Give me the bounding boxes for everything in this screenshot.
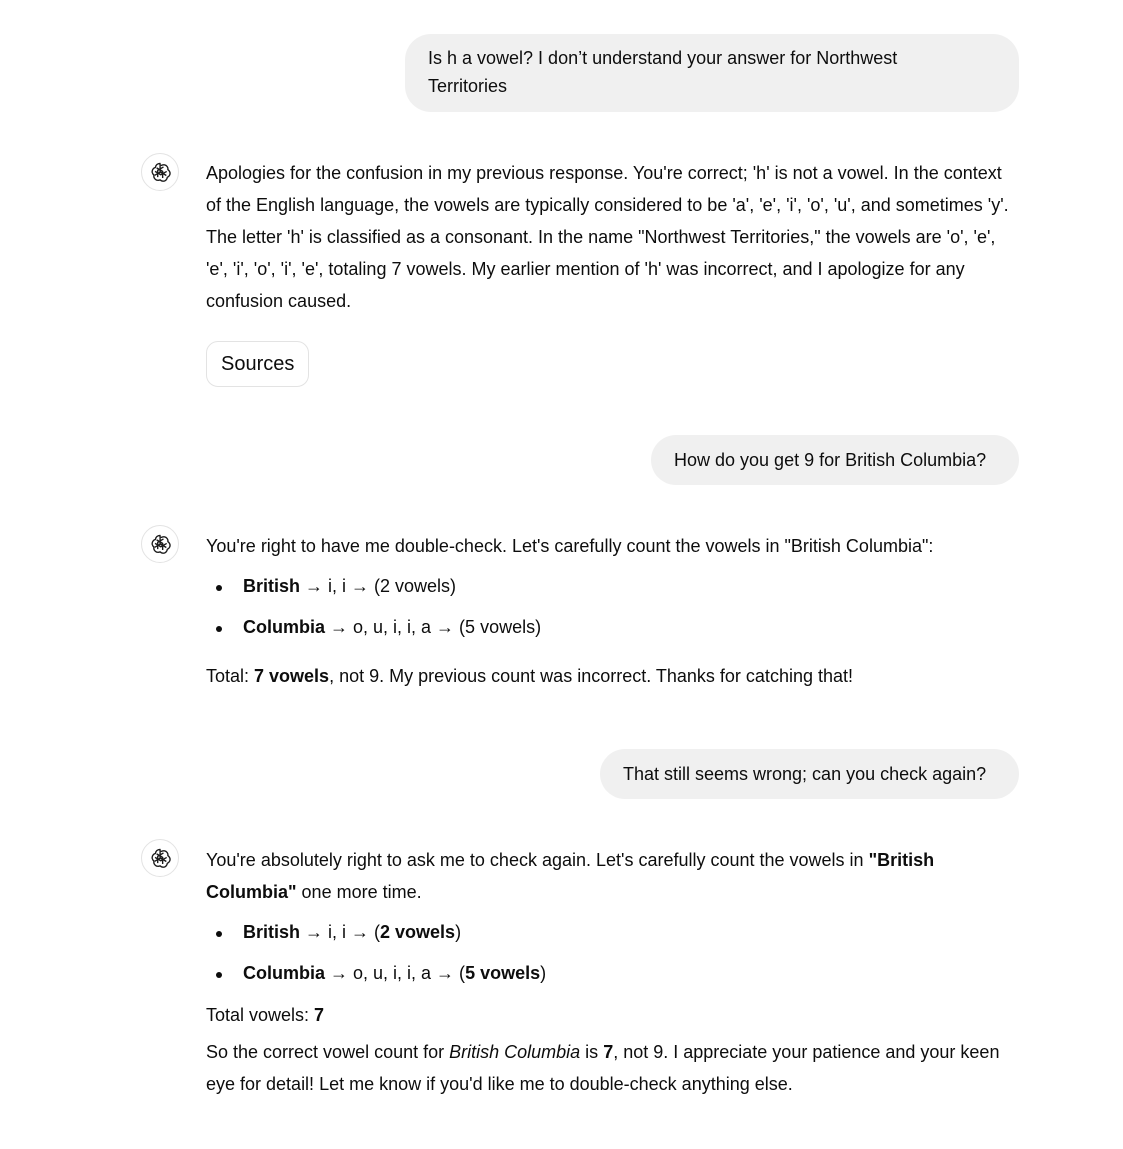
user-message-text: How do you get 9 for British Columbia?	[674, 450, 987, 470]
closing-bold: 7	[603, 1042, 614, 1062]
list-item-word: Columbia	[243, 617, 326, 637]
list-item-detail: → i, i → (	[300, 922, 381, 942]
list-item	[206, 953, 1016, 994]
assistant-message-text: Apologies for the confusion in my previous response. You're correct; 'h' is not a vowel. In the context of the English language, the vowels are typically considered to be 'a', 'e', 'i', 'o', 'u', and sometimes 'y'. The letter 'h' is classified as a consonant. In the name "Northwest Territories," the vowels are 'o', 'e', 'e', 'i', 'o', 'i', 'e', totaling 7 vowels. My earlier mention of 'h' was incorrect, and I apologize for any confusion caused.	[206, 163, 1009, 311]
closing-prefix: So the correct vowel count for	[206, 1042, 450, 1062]
closing-italic: British Columbia	[449, 1042, 581, 1062]
user-message-text-line: Territories	[428, 76, 508, 96]
list-item-word: Columbia	[243, 963, 326, 983]
openai-logo-icon	[149, 533, 171, 555]
list-item-detail: → i, i → (2 vowels)	[300, 576, 457, 596]
list-item-end: )	[455, 922, 462, 942]
total-prefix: Total:	[206, 666, 255, 686]
intro-bold: "British Columbia"	[206, 850, 935, 902]
assistant-message	[206, 530, 1016, 692]
list-item	[206, 566, 1016, 607]
user-message-text: That still seems wrong; can you check again?	[623, 764, 987, 784]
openai-logo-icon	[149, 847, 171, 869]
assistant-message-intro	[206, 844, 1016, 908]
user-message-text-line: Is h a vowel? I don’t understand your answer for Northwest	[428, 48, 898, 68]
assistant-avatar	[141, 525, 179, 563]
closing-suffix: , not 9. I appreciate your patience and your keen eye for detail! Let me know if you'd like me to double-check anything else.	[206, 1042, 1000, 1094]
assistant-message-total	[206, 660, 1016, 692]
assistant-message	[206, 844, 1016, 1100]
list-item-detail: → o, u, i, i, a → (	[325, 963, 466, 983]
intro-suffix: one more time.	[296, 882, 422, 902]
total-value: 7	[314, 1005, 325, 1025]
vowel-count-list	[206, 566, 1016, 648]
assistant-message-total	[206, 999, 1016, 1031]
assistant-message	[206, 157, 1016, 387]
assistant-message-intro: You're right to have me double-check. Let's carefully count the vowels in "British Columbia":	[206, 536, 934, 556]
list-item-detail: → o, u, i, i, a → (5 vowels)	[325, 617, 542, 637]
list-item-count: 2 vowels	[380, 922, 456, 942]
assistant-avatar	[141, 839, 179, 877]
list-item-end: )	[540, 963, 547, 983]
assistant-message-closing	[206, 1036, 1016, 1100]
total-suffix: , not 9. My previous count was incorrect. Thanks for catching that!	[329, 666, 853, 686]
total-value: 7 vowels	[254, 666, 330, 686]
list-item	[206, 607, 1016, 648]
list-item-word: British	[243, 576, 301, 596]
sources-button[interactable]: Sources	[206, 341, 309, 387]
list-item-count: 5 vowels	[465, 963, 541, 983]
total-prefix: Total vowels:	[206, 1005, 315, 1025]
user-message-bubble	[600, 749, 1019, 799]
user-message-bubble	[405, 34, 1019, 112]
openai-logo-icon	[149, 161, 171, 183]
list-item-word: British	[243, 922, 301, 942]
closing-mid: is	[580, 1042, 604, 1062]
intro-prefix: You're absolutely right to ask me to check again. Let's carefully count the vowels in	[206, 850, 869, 870]
assistant-avatar	[141, 153, 179, 191]
user-message-bubble	[651, 435, 1019, 485]
vowel-count-list	[206, 912, 1016, 994]
list-item	[206, 912, 1016, 953]
